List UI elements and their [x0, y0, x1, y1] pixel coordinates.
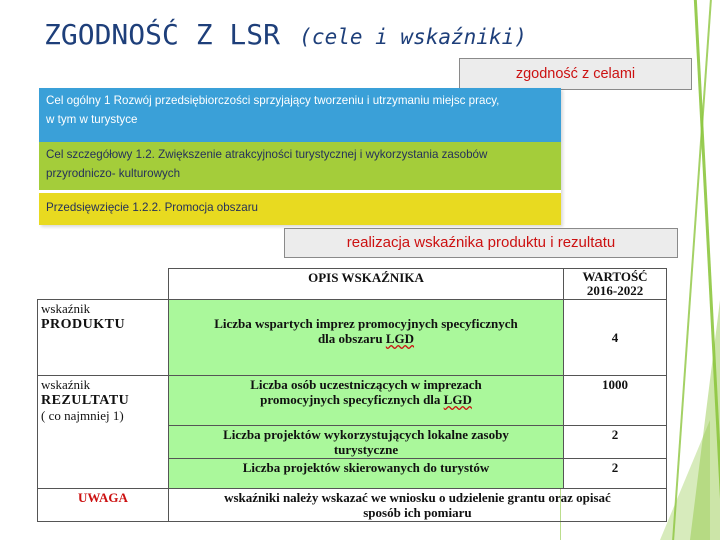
table-corner [38, 269, 169, 300]
product-value: 4 [564, 300, 667, 376]
goal-specific-line2: przyrodniczo- kulturowych [46, 167, 181, 180]
lgd-abbrev: LGD [443, 392, 472, 407]
product-label-small: wskaźnik [41, 301, 91, 316]
goal-general [39, 88, 561, 142]
result-1-line2 [172, 392, 560, 407]
decorative-triangle [690, 300, 720, 540]
result-2-value: 2 [564, 426, 667, 459]
note-line1: wskaźniki należy wskazać we wniosku o udzielenie grantu oraz opisać [224, 490, 611, 505]
product-label-big: PRODUKTU [41, 317, 126, 332]
title-main: ZGODNOŚĆ Z LSR [44, 18, 281, 51]
result-1-text: promocyjnych specyficznych dla [260, 392, 444, 407]
lgd-abbrev: LGD [385, 331, 415, 346]
note-text [168, 489, 666, 522]
product-label [38, 300, 169, 376]
header-value-line2: 2016-2022 [586, 283, 644, 298]
result-1-description [168, 376, 563, 426]
goals-label: zgodność z celami [459, 58, 692, 90]
header-value-line1: WARTOŚĆ [582, 269, 648, 284]
result-label-big: REZULTATU [41, 393, 130, 408]
result-label-note: ( co najmniej 1) [41, 408, 124, 423]
goals-panel [39, 88, 561, 225]
product-desc-text: dla obszaru [317, 331, 386, 346]
goal-specific-line1: Cel szczegółowy 1.2. Zwiększenie atrakcyjności turystycznej i wykorzystania zasobów [46, 148, 488, 161]
result-1-value: 1000 [564, 376, 667, 426]
table-row-result-1 [38, 376, 667, 426]
result-3-value: 2 [564, 459, 667, 489]
result-2-description [168, 426, 563, 459]
page-title [44, 14, 527, 52]
table-row-note [38, 489, 667, 522]
goal-specific [39, 142, 561, 190]
result-2-line2: turystyczne [333, 442, 399, 457]
indicator-table [37, 268, 667, 522]
header-value [564, 269, 667, 300]
product-description [168, 300, 563, 376]
realization-label: realizacja wskaźnika produktu i rezultatu [284, 228, 678, 258]
table-header-row [38, 269, 667, 300]
result-label-small: wskaźnik [41, 377, 91, 392]
result-1-line1: Liczba osób uczestniczących w imprezach [250, 377, 482, 392]
result-label [38, 376, 169, 489]
result-2-line1: Liczba projektów wykorzystujących lokalne zasoby [223, 427, 509, 442]
goal-general-line2: w tym w turystyce [46, 113, 138, 126]
product-desc-line2 [172, 331, 560, 346]
product-desc-line1: Liczba wspartych imprez promocyjnych specyficznych [214, 316, 518, 331]
goal-undertaking: Przedsięwzięcie 1.2.2. Promocja obszaru [39, 193, 561, 225]
goal-general-line1: Cel ogólny 1 Rozwój przedsiębiorczości sprzyjający tworzeniu i utrzymaniu miejsc pracy, [46, 94, 500, 107]
result-3-description: Liczba projektów skierowanych do turystów [168, 459, 563, 489]
note-label: UWAGA [38, 489, 169, 522]
title-sub: (cele i wskaźniki) [299, 25, 527, 49]
header-description: OPIS WSKAŹNIKA [168, 269, 563, 300]
note-line2: sposób ich pomiaru [363, 505, 472, 520]
table-row-product [38, 300, 667, 376]
